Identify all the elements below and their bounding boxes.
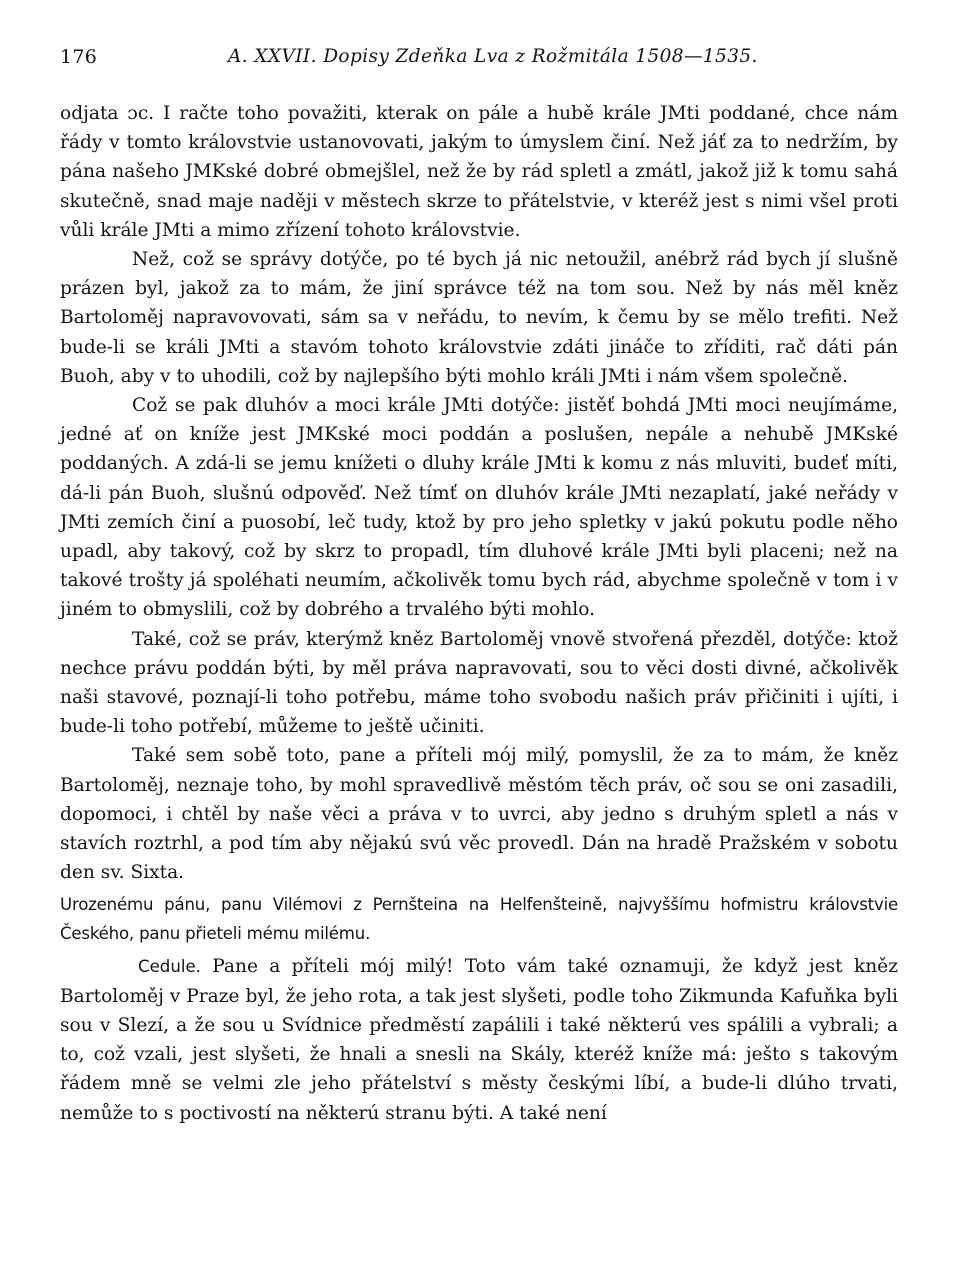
letter-address: Urozenému pánu, panu Vilémovi z Pernšteina na Helfenšteině, najvyššímu hofmistru královstvie Českého, panu přieteli mému milému. <box>60 895 898 944</box>
cedule-paragraph <box>60 952 898 1127</box>
paragraph-3: Což se pak dluhóv a moci krále JMti dotýče: jistěť bohdá JMti moci neujímáme, jedné ať on kníže jest JMKské moci poddán a poslušen, nepále a nehubě JMKské poddaných. A zdá-li se jemu knížeti o dluhy krále JMti k komu z nás mluviti, budeť míti, dá-li pán Buoh, slušnú odpověď. Než tímť on dluhóv krále JMti nezaplatí, jaké neřády v JMti zemích činí a puosobí, leč tudy, ktož by pro jeho spletky v jakú pokutu podle něho upadl, aby takový, což by skrz to propadl, tím dluhové krále JMti byli placeni; než na takové trošty já spoléhati neumím, ačkolivěk tomu bych rád, abychme společně v tom i v jiném to obmyslili, což by dobrého a trvalého býti mohlo. <box>60 395 898 621</box>
cedule-label: Cedule. <box>138 957 201 977</box>
running-title: A. XXVII. Dopisy Zdeňka Lva z Rožmitála 1508—1535. <box>228 46 758 67</box>
page-header <box>60 46 900 76</box>
paragraph-1: odjata ɔc. I račte toho považiti, kterak on pále a hubě krále JMti poddané, chce nám řády v tomto královstvie ustanovovati, jakým to úmyslem činí. Než jáť za to nedržím, by pána našeho JMKské dobré obmejšlel, než že by rád spletl a zmátl, jakož již k tomu sahá skutečně, snad maje naději v městech skrze to přátelstvie, v kteréž jest s nimi všel proti vůli krále JMti a mimo zřízení tohoto královstvie. <box>60 103 898 241</box>
paragraph-2: Než, což se správy dotýče, po té bych já nic netoužil, anébrž rád bych jí slušně prázen byl, jakož za to mám, že jiní správce též na tom sou. Než by nás měl kněz Bartoloměj napravovovati, sám sa v neřádu, to nevím, k čemu by se mělo trefiti. Než bude-li se králi JMti a stavóm tohoto královstvie zdáti jináče to zříditi, rač dáti pán Buoh, aby v to uhodili, což by najlepšího býti mohlo králi JMti i nám všem společně. <box>60 249 898 387</box>
cedule-text: Pane a příteli mój milý! Toto vám také oznamuji, že když jest kněz Bartoloměj v Praze byl, že jeho rota, a tak jest slyšeti, podle toho Zikmunda Kafuňka byli sou v Slezí, a že sou u Svídnice předměstí zapálili i také některú ves spálili a vybrali; a to, což vzali, jest slyšeti, že hnali a snesli na Skály, kteréž kníže má: ješto s takovým řádem mně se velmi zle jeho přátelství s městy českými líbí, a bude-li dlúho trvati, nemůže to s poctivostí na některú stranu býti. A také není <box>60 956 898 1124</box>
paragraph-5: Také sem sobě toto, pane a příteli mój milý, pomyslil, že za to mám, že kněz Bartoloměj, neznaje toho, by mohl spravedlivě městóm těch práv, oč sou se oni zasadili, dopomoci, i chtěl by naše věci a práva v to uvrci, aby jedno s druhým spletl a nás v stavích roztrhl, a pod tím aby nějakú svú věc provedl. Dán na hradě Pražském v sobotu den sv. Sixta. <box>60 745 898 884</box>
page-number: 176 <box>60 46 98 68</box>
paragraph-4: Také, což se práv, kterýmž kněz Bartoloměj vnově stvořená přezděl, dotýče: ktož nechce právu poddán býti, by měl práva napravovati, sou to věci dosti divné, ačkolivěk naši stavové, poznají-li toho potřebu, máme toho svobodu našich práv přičiniti i ujíti, i bude-li toho potřebí, můžeme to ještě učiniti. <box>60 628 898 738</box>
main-text <box>60 99 898 1128</box>
